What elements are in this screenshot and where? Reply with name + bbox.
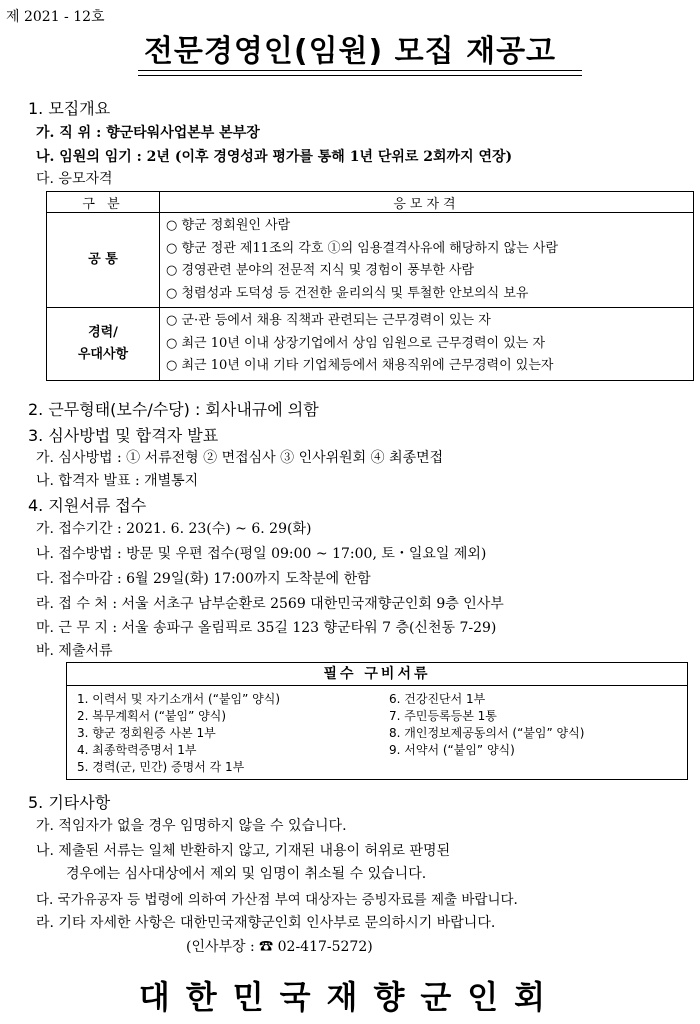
list-item: 3. 향군 정회원증 사본 1부 — [77, 726, 216, 740]
list-item: ○ 향군 정관 제11조의 각호 ①의 임용결격사유에 해당하지 않는 사람 — [166, 240, 559, 256]
section-2-heading: 2. 근무형태(보수/수당) : 회사내규에 의함 — [28, 400, 319, 419]
list-item: 2. 복무계획서 (“붙임” 양식) — [77, 709, 227, 723]
documents-left-column — [77, 691, 280, 776]
organization-name: 대한민국재향군인회 — [138, 978, 562, 1016]
list-item: ○ 최근 10년 이내 기타 기업체등에서 채용직위에 근무경력이 있는자 — [166, 358, 554, 373]
required-documents-box — [66, 662, 688, 780]
etc-line-d: 라. 기타 자세한 사항은 대한민국재향군인회 인사부로 문의하시기 바랍니다. — [36, 915, 496, 931]
row-category: 공 통 — [47, 213, 160, 308]
list-item: ○ 향군 정회원인 사람 — [166, 218, 291, 233]
row-category: 경력/ 우대사항 — [47, 308, 160, 381]
list-item: 9. 서약서 (“붙임” 양식) — [389, 743, 515, 757]
application-method-line: 나. 접수방법 : 방문 및 우편 접수(평일 09:00 ~ 17:00, 토・일요일 제외) — [36, 546, 487, 562]
qualification-list — [160, 308, 694, 381]
qualification-list — [160, 213, 694, 308]
required-documents-title: 필수 구비서류 — [67, 663, 687, 686]
etc-line-b2: 경우에는 심사대상에서 제외 및 임명이 취소될 수 있습니다. — [66, 866, 427, 882]
title-underline — [138, 70, 582, 76]
etc-line-a: 가. 적임자가 없을 경우 임명하지 않을 수 있습니다. — [36, 818, 347, 834]
section-3-heading: 3. 심사방법 및 합격자 발표 — [28, 426, 219, 445]
documents-right-column — [389, 691, 584, 759]
col-qualification-header: 응모자격 — [160, 192, 694, 213]
page-title: 전문경영인(임원) 모집 재공고 — [143, 34, 557, 69]
etc-line-b1: 나. 제출된 서류는 일체 반환하지 않고, 기재된 내용이 허위로 판명된 — [36, 843, 451, 859]
list-item: ○ 최근 10년 이내 상장기업에서 상임 임원으로 근무경력이 있는 자 — [166, 335, 546, 351]
list-item: 5. 경력(군, 민간) 증명서 각 1부 — [77, 760, 245, 774]
list-item: ○ 청렴성과 도덕성 등 건전한 윤리의식 및 투철한 안보의식 보유 — [166, 285, 529, 301]
list-item: ○ 군·관 등에서 채용 직책과 관련되는 근무경력이 있는 자 — [166, 313, 491, 328]
documents-heading: 바. 제출서류 — [36, 643, 113, 659]
section-5-heading: 5. 기타사항 — [28, 793, 111, 812]
announcement-line: 나. 합격자 발표 : 개별통지 — [36, 473, 199, 489]
section-4-heading: 4. 지원서류 접수 — [28, 496, 147, 515]
list-item: 8. 개인정보제공동의서 (“붙임” 양식) — [389, 726, 585, 740]
deadline-line: 다. 접수마감 : 6월 29일(화) 17:00까지 도착분에 한함 — [36, 571, 371, 587]
reception-place-line: 라. 접 수 처 : 서울 서초구 남부순환로 2569 대한민국재향군인회 9층 인사부 — [36, 596, 504, 612]
list-item: 6. 건강진단서 1부 — [389, 692, 486, 706]
term-line: 나. 임원의 임기 : 2년 (이후 경영성과 평가를 통해 1년 단위로 2회까지 연장) — [36, 149, 513, 165]
list-item: 7. 주민등록등본 1통 — [389, 709, 497, 723]
etc-line-c: 다. 국가유공자 등 법령에 의하여 가산점 부여 대상자는 증빙자료를 제출 바랍니다. — [36, 892, 518, 908]
position-line: 가. 직 위 : 향군타워사업본부 본부장 — [36, 125, 260, 141]
section-1-heading: 1. 모집개요 — [28, 99, 111, 118]
qualification-table — [46, 191, 694, 381]
contact-line: (인사부장 : ☎ 02-417-5272) — [186, 939, 373, 955]
document-number: 제 2021 - 12호 — [6, 9, 105, 25]
col-category-header: 구 분 — [47, 192, 160, 213]
table-row — [47, 308, 694, 381]
application-period-line: 가. 접수기간 : 2021. 6. 23(수) ~ 6. 29(화) — [36, 521, 312, 537]
review-method-line: 가. 심사방법 : ① 서류전형 ② 면접심사 ③ 인사위원회 ④ 최종면접 — [36, 450, 444, 466]
qualification-heading: 다. 응모자격 — [36, 171, 113, 187]
list-item: 1. 이력서 및 자기소개서 (“붙임” 양식) — [77, 692, 281, 706]
list-item: ○ 경영관련 분야의 전문적 지식 및 경험이 풍부한 사람 — [166, 263, 475, 278]
table-row — [47, 213, 694, 308]
list-item: 4. 최종학력증명서 1부 — [77, 743, 197, 757]
workplace-line: 마. 근 무 지 : 서울 송파구 올림픽로 35길 123 향군타워 7 층(신천동 7-29) — [36, 620, 497, 636]
